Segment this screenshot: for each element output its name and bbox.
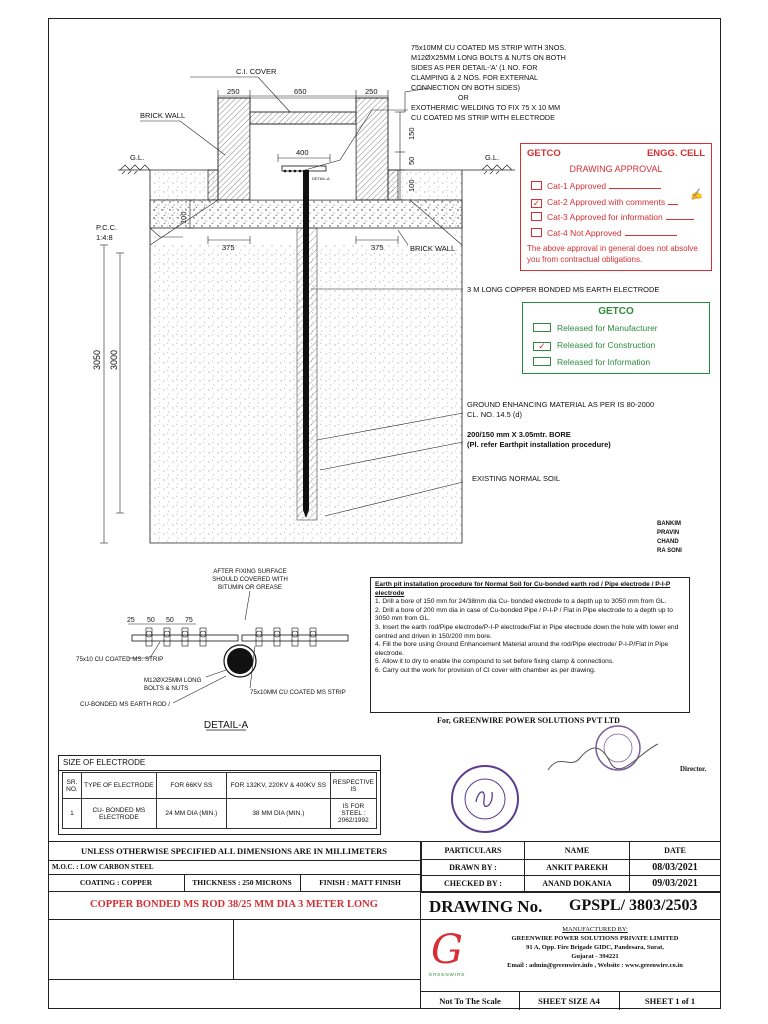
gem-note-1: GROUND ENHANCING MATERIAL AS PER IS 80-2000	[467, 400, 655, 409]
checkbox-icon	[531, 212, 542, 221]
detail-dim-50a: 50	[147, 617, 155, 624]
release-stamp	[522, 302, 710, 374]
detail-strip-right-label: 75x10MM CU COATED MS STRIP	[250, 689, 346, 696]
electrode-size-title: SIZE OF ELECTRODE	[59, 756, 380, 771]
thickness: THICKNESS : 250 MICRONS	[184, 875, 301, 891]
contact-line: Email : admin@greenwire.info , Website : www.greenwire.co.in	[507, 962, 683, 969]
approval-item-label: Cat-2 Approved with comments	[547, 196, 666, 207]
drawn-by-date: 08/03/2021	[630, 860, 721, 876]
signoff-table	[421, 841, 721, 892]
dim-100-right: 100	[407, 179, 416, 192]
release-item	[533, 340, 655, 351]
approval-item-label: Cat-4 Not Approved	[547, 227, 622, 238]
approval-item	[531, 197, 678, 208]
sheet-size: SHEET SIZE A4	[519, 992, 620, 1010]
coating: COATING : COPPER	[48, 875, 185, 891]
drawn-by-label: DRAWN BY :	[422, 860, 525, 876]
release-item	[533, 357, 650, 367]
finish: FINISH : MATT FINISH	[319, 878, 401, 887]
release-item-label: Released for Construction	[557, 340, 656, 350]
surface-note-1: AFTER FIXING SURFACE	[213, 568, 287, 575]
dim-250-left: 250	[227, 87, 240, 96]
date-header: DATE	[630, 842, 721, 860]
col-132kv: FOR 132KV, 220KV & 400KV SS	[226, 773, 330, 799]
electrode-note: 3 M LONG COPPER BONDED MS EARTH ELECTRODE	[467, 285, 660, 294]
detail-strip-left	[132, 635, 238, 641]
checkbox-icon	[531, 181, 542, 190]
particulars-header: PARTICULARS	[422, 842, 525, 860]
surface-note-3: BITUMIN OR GREASE	[218, 584, 282, 591]
soil-symbol-right	[482, 165, 512, 174]
title-block-left	[48, 841, 420, 1009]
gl-left-label: G.L.	[130, 153, 145, 162]
ci-cover	[250, 112, 356, 124]
approval-item-label: Cat-3 Approved for information	[547, 212, 663, 222]
dim-50: 50	[407, 156, 416, 165]
strip-note-7: CU COATED MS STRIP WITH ELECTRODE	[411, 113, 555, 122]
procedure-box	[370, 577, 690, 713]
dim-3050: 3050	[92, 349, 102, 370]
dim-375-right: 375	[371, 243, 384, 252]
dim-100-left: 100	[179, 211, 188, 224]
detail-bolts-label-2: BOLTS & NUTS	[144, 685, 189, 692]
title-block-right	[420, 841, 721, 1009]
strip-note-6: EXOTHERMIC WELDING TO FIX 75 X 10 MM	[411, 103, 561, 112]
approval-item	[531, 228, 677, 238]
drawing-no: GPSPL/ 3803/2503	[569, 897, 698, 914]
procedure-step: 4. Fill the bore using Ground Enhancement Material around the rod/Pipe electrode/ P-I-P/Flat in Pipe electrode.	[375, 641, 669, 657]
release-item	[533, 323, 658, 333]
director-label: Director.	[680, 765, 707, 773]
brick-wall-top-label: BRICK WALL	[140, 111, 186, 120]
col-sr: SR. NO.	[63, 773, 82, 799]
pcc-label: P.C.C.	[96, 223, 118, 232]
product-title: COPPER BONDED MS ROD 38/25 MM DIA 3 METER LONG	[48, 891, 420, 920]
drawn-by-name: ANKIT PAREKH	[525, 860, 630, 876]
approval-item-label: Cat-1 Approved	[547, 181, 607, 191]
address-1: 91 A, Opp. Fire Brigade GIDC, Pandesara, Surat,	[526, 944, 664, 951]
electrode-size-panel	[58, 755, 381, 835]
detail-dim-50b: 50	[166, 617, 174, 624]
dim-250-right: 250	[365, 87, 378, 96]
scale-note: Not To The Scale	[421, 992, 520, 1010]
signer-list	[657, 520, 682, 556]
procedure-step: 5. Allow it to dry to enable the compound to set before fixing clamp & connections.	[375, 658, 614, 666]
checked-by-label: CHECKED BY :	[422, 876, 525, 892]
strip-note-4: CLAMPING & 2 NOS. FOR EXTERNAL	[411, 73, 539, 82]
gem-note-2: CL. NO. 14.5 (d)	[467, 410, 523, 419]
strip-note-or: OR	[458, 93, 469, 102]
dims-note: UNLESS OTHERWISE SPECIFIED ALL DIMENSIONS ARE IN MILLIMETERS	[48, 842, 420, 861]
detail-dim-75: 75	[185, 617, 193, 624]
cell-is: IS FOR STEEL : 2062/1992	[330, 799, 376, 829]
procedure-step: 1. Drill a bore of 150 mm for 24/38mm dia Cu- bonded electrode to a depth up to 3050 mm from GL.	[375, 598, 667, 606]
approval-item	[531, 181, 661, 191]
drawing-no-label: DRAWING No.	[429, 897, 543, 916]
surface-note-2: SHOULD COVERED WITH	[212, 576, 288, 583]
gl-right-label: G.L.	[485, 153, 500, 162]
detail-bolts-label-1: M12ØX25MM LONG	[144, 677, 202, 684]
sheet-number: SHEET 1 of 1	[644, 996, 696, 1006]
detail-a-ref: DETAIL-A	[312, 176, 330, 181]
ci-cover-label: C.I. COVER	[236, 67, 277, 76]
brick-wall-right	[356, 98, 398, 200]
release-item-label: Released for Manufacturer	[557, 323, 658, 333]
greenwire-logo: G GREENWIRE	[428, 927, 466, 977]
dim-400: 400	[296, 148, 309, 157]
procedure-step: 2. Drill a bore of 200 mm dia in case of Cu-bonded Pipe / P-I-P / Flat in Pipe electrode to a depth up to 3050 mm from GL.	[375, 606, 673, 623]
procedure-step: 6. Carry out the work for provision of CI cover with chamber as per drawing.	[375, 666, 596, 674]
brick-wall-left	[208, 98, 250, 200]
strip-note-2: M12ØX25MM LONG BOLTS & NUTS ON BOTH	[411, 53, 566, 62]
checkbox-icon	[531, 228, 542, 237]
company-seal	[448, 762, 522, 836]
detail-a-title: DETAIL-A	[203, 720, 249, 731]
dim-375-left: 375	[222, 243, 235, 252]
dim-3000: 3000	[109, 349, 119, 370]
cell-sr: 1	[63, 799, 82, 829]
detail-rod-label: CU-BONDED MS EARTH ROD /	[80, 701, 170, 708]
signer-2: PRAVIN	[657, 530, 680, 536]
col-is: RESPECTIVE IS	[330, 773, 376, 799]
soil-symbol-left	[120, 165, 150, 174]
signer-3: CHAND	[657, 539, 679, 545]
cell-132kv: 38 MM DIA (MIN.)	[226, 799, 330, 829]
strip-note-5: CONNECTION ON BOTH SIDES)	[411, 83, 521, 92]
procedure-step: 3. Insert the earth rod/Pipe electrode/P-I-P electrode/Flat in Pipe electrode down the hole with lower end centred and driven in 150/200 mm bore.	[375, 623, 679, 640]
approval-note: The above approval in general does not absolve you from contractual obligations.	[527, 244, 698, 264]
soil-note: EXISTING NORMAL SOIL	[472, 474, 561, 483]
checked-box-icon: ✓	[533, 342, 551, 351]
strip-note-3: SIDES AS PER DETAIL-'A' (1 NO. FOR	[411, 63, 538, 72]
bore-note-1: 200/150 mm X 3.05mtr. BORE	[467, 430, 571, 439]
cell-type: CU- BONDED MS ELECTRODE	[81, 799, 156, 829]
approval-stamp	[520, 143, 712, 271]
checked-by-name: ANAND DOKANIA	[525, 876, 630, 892]
dim-150: 150	[407, 127, 416, 140]
approver-signature: ✍	[688, 188, 704, 203]
col-type: TYPE OF ELECTRODE	[81, 773, 156, 799]
company-for-line: For, GREENWIRE POWER SOLUTIONS PVT LTD	[437, 716, 620, 725]
checked-by-date: 09/03/2021	[630, 876, 721, 892]
procedure-steps	[375, 598, 685, 675]
moc: M.O.C. : LOW CARBON STEEL	[48, 860, 420, 875]
dim-650: 650	[294, 87, 307, 96]
director-signature	[540, 722, 670, 782]
approval-title: DRAWING APPROVAL	[569, 164, 663, 174]
approval-item	[531, 212, 694, 222]
name-header: NAME	[525, 842, 630, 860]
approval-org: GETCO	[527, 148, 561, 159]
signer-1: BANKIM	[657, 521, 681, 527]
release-org: GETCO	[598, 306, 634, 317]
col-66kv: FOR 66KV SS	[156, 773, 226, 799]
procedure-title: Earth pit installation procedure for Normal Soil for Cu-bonded earth rod / Pipe electrode / P-I-P electrode	[375, 581, 671, 597]
approval-dept: ENGG. CELL	[646, 148, 705, 159]
strip-note-1: 75x10MM CU COATED MS STRIP WITH 3NOS.	[411, 43, 567, 52]
pcc-ratio: 1:4:8	[96, 233, 113, 242]
signer-4: RA SONI	[657, 548, 682, 554]
checkbox-icon	[533, 323, 551, 332]
detail-a-drawing	[50, 560, 380, 740]
brick-wall-right-label: BRICK WALL	[410, 244, 456, 253]
earth-electrode	[303, 170, 309, 510]
checkbox-icon	[533, 357, 551, 366]
electrode-size-table	[62, 772, 377, 829]
detail-dim-25: 25	[127, 617, 135, 624]
release-item-label: Released for Information	[557, 357, 651, 367]
detail-strip-left-label: 75x10 CU COATED MS. STRIP	[76, 656, 164, 663]
company-name: GREENWIRE POWER SOLUTIONS PRIVATE LIMITED	[511, 935, 679, 942]
detail-strip-right	[242, 635, 348, 641]
manufactured-by: MANUFACTURED BY:	[562, 926, 628, 933]
checked-box-icon: ✓	[532, 197, 541, 208]
address-2: Gujarat - 394221	[571, 953, 619, 960]
table-row	[63, 799, 377, 829]
bore-note-2: (Pl. refer Earthpit installation procedure)	[467, 440, 611, 449]
cell-66kv: 24 MM DIA (MIN.)	[156, 799, 226, 829]
